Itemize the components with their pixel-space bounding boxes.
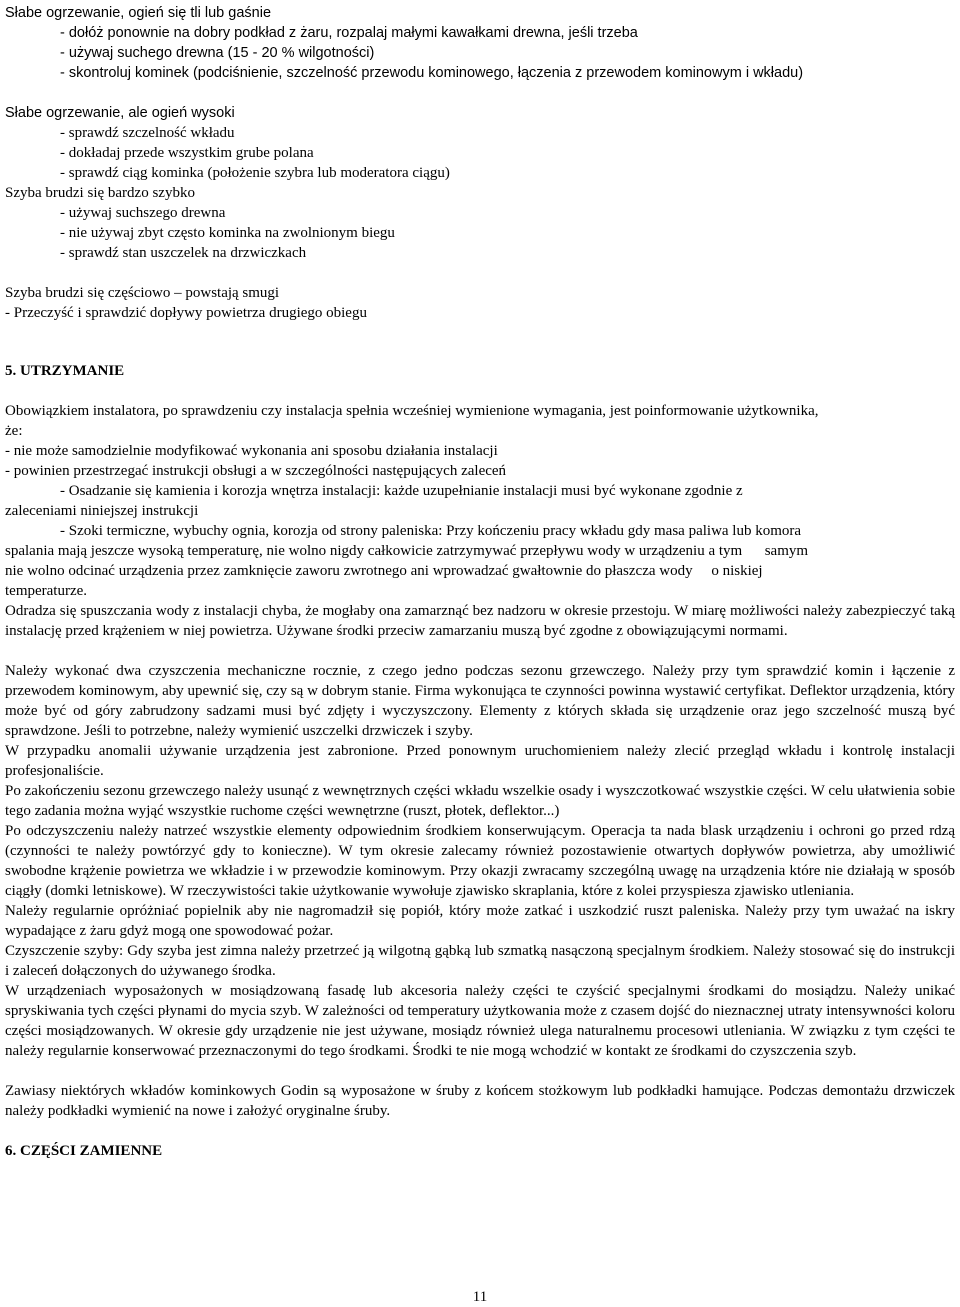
intro-line: że: [5, 423, 23, 439]
trouble-block-glass-dirty [5, 183, 955, 263]
trouble-block-weak-heating [5, 3, 955, 83]
subitem-line: - Osadzanie się kamienia i korozja wnętrza instalacji: każde uzupełnianie instalacji musi być wykonane zgodnie z [60, 483, 743, 499]
section-heading-maintenance: 5. UTRZYMANIE [5, 363, 125, 379]
paragraph-glass-cleaning: Czyszczenie szyby: Gdy szyba jest zimna należy przetrzeć ją wilgotną gąbką lub szmatką nasączoną specjalnym środkiem. Należy stosować się do instrukcji i zaleceń dołączonych do używanego środka. [5, 943, 955, 979]
trouble-title: Słabe ogrzewanie, ale ogień wysoki [5, 105, 235, 121]
trouble-title: Słabe ogrzewanie, ogień się tli lub gaśnie [5, 5, 272, 21]
intro-item: - powinien przestrzegać instrukcji obsługi a w szczególności następujących zaleceń [5, 463, 507, 479]
trouble-block-glass-streaks [5, 283, 955, 323]
paragraph-freezing: Odradza się spuszczania wody z instalacji chyba, że mogłaby ona zamarznąć bez nadzoru w okresie przestoju. W miarę możliwości należy zabezpieczyć taką instalację przed krążeniem w niej powietrza. Używane środki przeciw zamarzaniu muszą być zgodne z obowiązującymi normami. [5, 603, 955, 639]
paragraph-cleaning: Należy wykonać dwa czyszczenia mechaniczne rocznie, z czego jedno podczas sezonu grzewczego. Należy przy tym sprawdzić komin i łączenie z przewodem kominowym, aby upewnić się, czy są w dobrym stanie. Firma wykonująca te czynności powinna wystawić certyfikat. Deflektor urządzenia, który może być od góry zabrudzony sadzami musi być zdjęty i wyczyszczony. Elementy z których składa się urządzenie oraz jego szczelność muszą być sprawdzone. Jeśli to potrzebne, należy wymienić uszczelki drzwiczek i szyby. [5, 663, 955, 739]
trouble-item: - używaj suchszego drewna [60, 205, 226, 221]
paragraph-ash-pan: Należy regularnie opróżniać popielnik aby nie nagromadził się popiół, który może zatkać i uszkodzić ruszt paleniska. Należy przy tym uważać na iskry wypadające z żaru gdyż mogą one spowodować pożar. [5, 903, 955, 939]
trouble-title: Szyba brudzi się częściowo – powstają smugi [5, 285, 280, 301]
subitem-line: temperaturze. [5, 583, 88, 599]
trouble-item: - nie używaj zbyt często kominka na zwolnionym biegu [60, 225, 395, 241]
trouble-item: - sprawdź ciąg kominka (położenie szybra lub moderatora ciągu) [60, 165, 450, 181]
trouble-block-high-fire [5, 103, 955, 183]
intro-line: Obowiązkiem instalatora, po sprawdzeniu czy instalacja spełnia wcześniej wymienione wymagania, jest poinformowanie użytkownika, [5, 403, 819, 419]
section-heading-spare-parts: 6. CZĘŚCI ZAMIENNE [5, 1143, 163, 1159]
paragraph-anomalies: W przypadku anomalii używanie urządzenia jest zabronione. Przed ponownym uruchomieniem należy zlecić przegląd wkładu i kontrolę instalacji profesjonaliście. [5, 743, 955, 779]
trouble-title: Szyba brudzi się bardzo szybko [5, 185, 195, 201]
document-page [5, 3, 955, 1161]
page-number: 11 [472, 1289, 488, 1305]
paragraph-preservation: Po odczyszczeniu należy natrzeć wszystkie elementy odpowiednim środkiem konserwującym. Operacja ta nada blask urządzeniu i ochroni go przed rdzą (czynności te należy powtórzyć gdy to konieczne). W tym okresie zalecamy również pozostawienie otwartych dopływów powietrza, aby umożliwić swobodne krążenie powietrza we wkładzie i w przewodzie kominowym. Przy okazji zwracamy szczególną uwagę na urządzenia które nie działają w sposób ciągły (domki letniskowe). W rzeczywistości takie użytkowanie wywołuje zjawisko skraplania, które z kolei przyspiesza zjawisko utleniania. [5, 823, 955, 899]
trouble-item: - dołóż ponownie na dobry podkład z żaru, rozpalaj małymi kawałkami drewna, jeśli trzeba [60, 25, 638, 41]
paragraph-hinges: Zawiasy niektórych wkładów kominkowych Godin są wyposażone w śruby z końcem stożkowym lub podkładki hamujące. Podczas demontażu drzwiczek należy podkładki wymienić na nowe i założyć oryginalne śruby. [5, 1083, 955, 1119]
subitem-line: nie wolno odcinać urządzenia przez zamknięcie zaworu zwrotnego ani wprowadzać gwałtownie do płaszcza wody o niskiej [5, 563, 763, 579]
trouble-item: - dokładaj przede wszystkim grube polana [60, 145, 314, 161]
paragraph-brass: W urządzeniach wyposażonych w mosiądzowaną fasadę lub akcesoria należy części te czyścić specjalnymi środkami do mosiądzu. Należy unikać spryskiwania tych części płynami do mycia szyb. W zależności od temperatury użytkowania może z czasem dojść do nieznacznej utraty intensywności koloru części mosiądzowanych. W okresie gdy urządzenie nie jest używane, mosiądz również ulega naturalnemu procesowi utleniania. W związku z tym części te należy regularnie konserwować przeznaczonymi do tego środkami. Środki te nie mogą wchodzić w kontakt ze środkami do czyszczenia szyb. [5, 983, 955, 1059]
paragraph-end-of-season: Po zakończeniu sezonu grzewczego należy usunąć z wewnętrznych części wkładu wszelkie osady i wyszczotkować wszystkie części. W celu ułatwienia sobie tego zadania można wyjąć wszystkie ruchome części wewnętrzne (ruszt, płotek, deflektor...) [5, 783, 955, 819]
subitem-line: - Szoki termiczne, wybuchy ognia, korozja od strony paleniska: Przy kończeniu pracy wkładu gdy masa paliwa lub komora [60, 523, 802, 539]
trouble-item: - Przeczyść i sprawdzić dopływy powietrza drugiego obiegu [5, 305, 367, 321]
maintenance-intro [5, 401, 955, 601]
trouble-item: - używaj suchego drewna (15 - 20 % wilgotności) [60, 45, 375, 61]
trouble-item: - sprawdź stan uszczelek na drzwiczkach [60, 245, 307, 261]
subitem-line: spalania mają jeszcze wysoką temperaturę, nie wolno nigdy całkowicie zatrzymywać przepływu wody w urządzeniu a tym samym [5, 543, 809, 559]
trouble-item: - sprawdź szczelność wkładu [60, 125, 235, 141]
subitem-line: zaleceniami niniejszej instrukcji [5, 503, 199, 519]
intro-item: - nie może samodzielnie modyfikować wykonania ani sposobu działania instalacji [5, 443, 498, 459]
trouble-item: - skontroluj kominek (podciśnienie, szczelność przewodu kominowego, łączenia z przewodem kominowym i wkładu) [60, 65, 804, 81]
